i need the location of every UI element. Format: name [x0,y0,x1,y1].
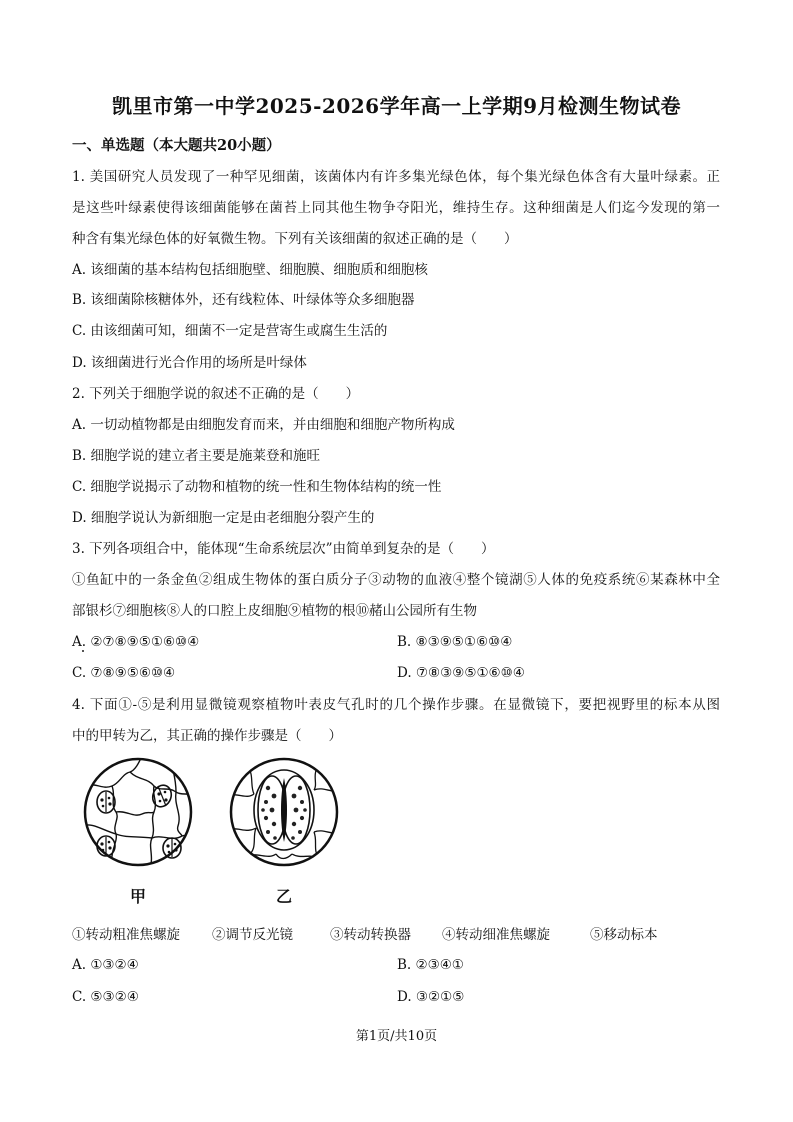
microscope-view-low-mag [82,756,194,868]
q1-stem-line-3: 种含有集光绿色体的好氧微生物。下列有关该细菌的叙述正确的是（ ） [72,231,518,247]
q1-option-c: C. 由该细菌可知，细菌不一定是营寄生或腐生生活的 [72,323,388,339]
q3-option-c: C. ⑦⑧⑨⑤⑥⑩④ [72,665,176,681]
q3-stem: 3. 下列各项组合中，能体现“生命系统层次”由简单到复杂的是（ ） [72,541,495,557]
q4-step-2: ②调节反光镜 [212,927,293,943]
figure-label-b: 乙 [276,887,293,906]
q4-step-5: ⑤移动标本 [590,927,658,943]
q2-option-c: C. 细胞学说揭示了动物和植物的统一性和生物体结构的统一性 [72,479,442,495]
q2-option-b: B. 细胞学说的建立者主要是施莱登和施旺 [72,448,321,464]
q4-option-b: B. ②③④① [397,957,464,973]
q4-option-c: C. ⑤③②④ [72,989,139,1005]
q4-option-a: A. ①③②④ [72,957,139,973]
q2-option-d: D. 细胞学说认为新细胞一定是由老细胞分裂产生的 [72,510,375,526]
q1-option-b: B. 该细菌除核糖体外，还有线粒体、叶绿体等众多细胞器 [72,292,415,308]
q3-option-b: B. ⑧③⑨⑤①⑥⑩④ [397,634,513,650]
q4-stem-line-1: 4. 下面①-⑤是利用显微镜观察植物叶表皮气孔时的几个操作步骤。在显微镜下，要把视野里的标本从图 [72,697,720,713]
stray-dot [82,650,84,652]
section-heading: 一、单选题（本大题共20小题） [72,137,281,154]
q1-stem-line-2: 是这些叶绿素使得该细菌能够在菌苔上同其他生物争夺阳光，维持生存。这种细菌是人们迄今发现的第一 [72,200,720,216]
q2-stem: 2. 下列关于细胞学说的叙述不正确的是（ ） [72,386,360,402]
q4-step-4: ④转动细准焦螺旋 [442,927,550,943]
q1-option-a: A. 该细菌的基本结构包括细胞壁、细胞膜、细胞质和细胞核 [72,262,428,278]
q4-step-3: ③转动转换器 [330,927,411,943]
page-title: 凯里市第一中学2025-2026学年高一上学期9月检测生物试卷 [111,94,682,118]
page-footer: 第1页/共10页 [355,1029,438,1044]
q3-option-a: A. ②⑦⑧⑨⑤①⑥⑩④ [72,634,200,650]
q3-items-line-2: 部银杉⑦细胞核⑧人的口腔上皮细胞⑨植物的根⑩赭山公园所有生物 [72,603,477,619]
q3-option-d: D. ⑦⑧③⑨⑤①⑥⑩④ [397,665,525,681]
q1-option-d: D. 该细菌进行光合作用的场所是叶绿体 [72,355,307,371]
q3-items-line-1: ①鱼缸中的一条金鱼②组成生物体的蛋白质分子③动物的血液④整个镜湖⑤人体的免疫系统⑥某森林中全 [72,572,720,588]
q4-stem-line-2: 中的甲转为乙，其正确的操作步骤是（ ） [72,728,342,744]
microscope-view-high-mag [228,756,340,868]
q4-step-1: ①转动粗准焦螺旋 [72,927,180,943]
q2-option-a: A. 一切动植物都是由细胞发育而来，并由细胞和细胞产物所构成 [72,417,455,433]
q1-stem-line-1: 1. 美国研究人员发现了一种罕见细菌，该菌体内有许多集光绿色体，每个集光绿色体含有大量叶绿素。正 [72,169,720,185]
q4-option-d: D. ③②①⑤ [397,989,465,1005]
figure-label-a: 甲 [130,887,147,906]
